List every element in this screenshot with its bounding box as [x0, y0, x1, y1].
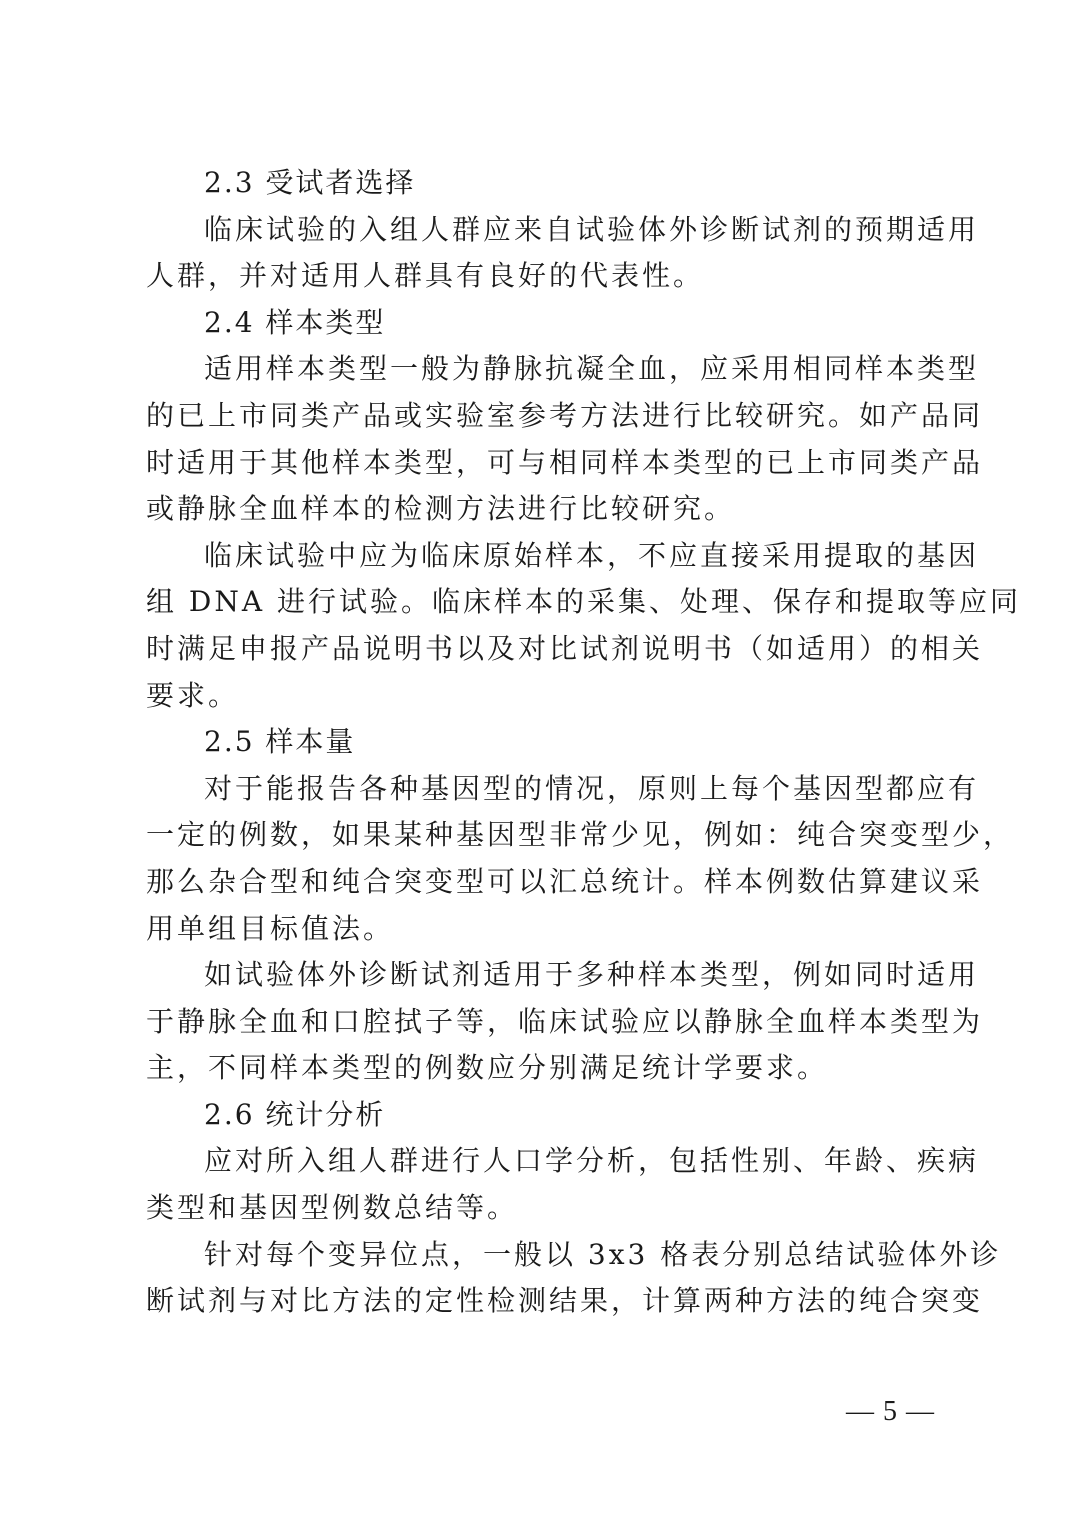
text-line: 时适用于其他样本类型，可与相同样本类型的已上市同类产品 [146, 445, 984, 479]
text-line: 主，不同样本类型的例数应分别满足统计学要求。 [146, 1051, 829, 1085]
document-body [146, 160, 1021, 1325]
page-number: — 5 — [846, 1396, 935, 1427]
text-line: 那么杂合型和纯合突变型可以汇总统计。样本例数估算建议采 [146, 864, 984, 898]
text-line: 断试剂与对比方法的定性检测结果，计算两种方法的纯合突变 [146, 1284, 984, 1318]
text-line: 用单组目标值法。 [146, 911, 395, 945]
text-line: 针对每个变异位点，一般以 3x3 格表分别总结试验体外诊 [204, 1237, 1002, 1271]
section-heading: 2.4 样本类型 [204, 305, 386, 339]
text-line: 的已上市同类产品或实验室参考方法进行比较研究。如产品同 [146, 398, 984, 432]
text-line: 时满足申报产品说明书以及对比试剂说明书（如适用）的相关 [146, 631, 984, 665]
text-line: 或静脉全血样本的检测方法进行比较研究。 [146, 492, 736, 526]
text-line: 临床试验中应为临床原始样本，不应直接采用提取的基因 [204, 538, 980, 572]
section-heading: 2.3 受试者选择 [204, 166, 416, 199]
text-line: 一定的例数，如果某种基因型非常少见，例如：纯合突变型少， [146, 818, 1015, 852]
text-line: 类型和基因型例数总结等。 [146, 1191, 519, 1225]
text-line: 如试验体外诊断试剂适用于多种样本类型，例如同时适用 [204, 958, 980, 992]
text-line: 于静脉全血和口腔拭子等，临床试验应以静脉全血样本类型为 [146, 1004, 984, 1038]
section-heading: 2.6 统计分析 [204, 1097, 386, 1131]
text-line: 人群，并对适用人群具有良好的代表性。 [146, 259, 705, 293]
section-heading: 2.5 样本量 [204, 725, 356, 759]
text-line: 组 DNA 进行试验。临床样本的采集、处理、保存和提取等应同 [146, 585, 1021, 619]
text-line: 对于能报告各种基因型的情况，原则上每个基因型都应有 [204, 771, 980, 805]
text-line: 要求。 [146, 678, 240, 712]
text-line: 适用样本类型一般为静脉抗凝全血，应采用相同样本类型 [204, 352, 980, 386]
text-line: 临床试验的入组人群应来自试验体外诊断试剂的预期适用 [204, 212, 980, 246]
text-line: 应对所入组人群进行人口学分析，包括性别、年龄、疾病 [204, 1144, 980, 1178]
